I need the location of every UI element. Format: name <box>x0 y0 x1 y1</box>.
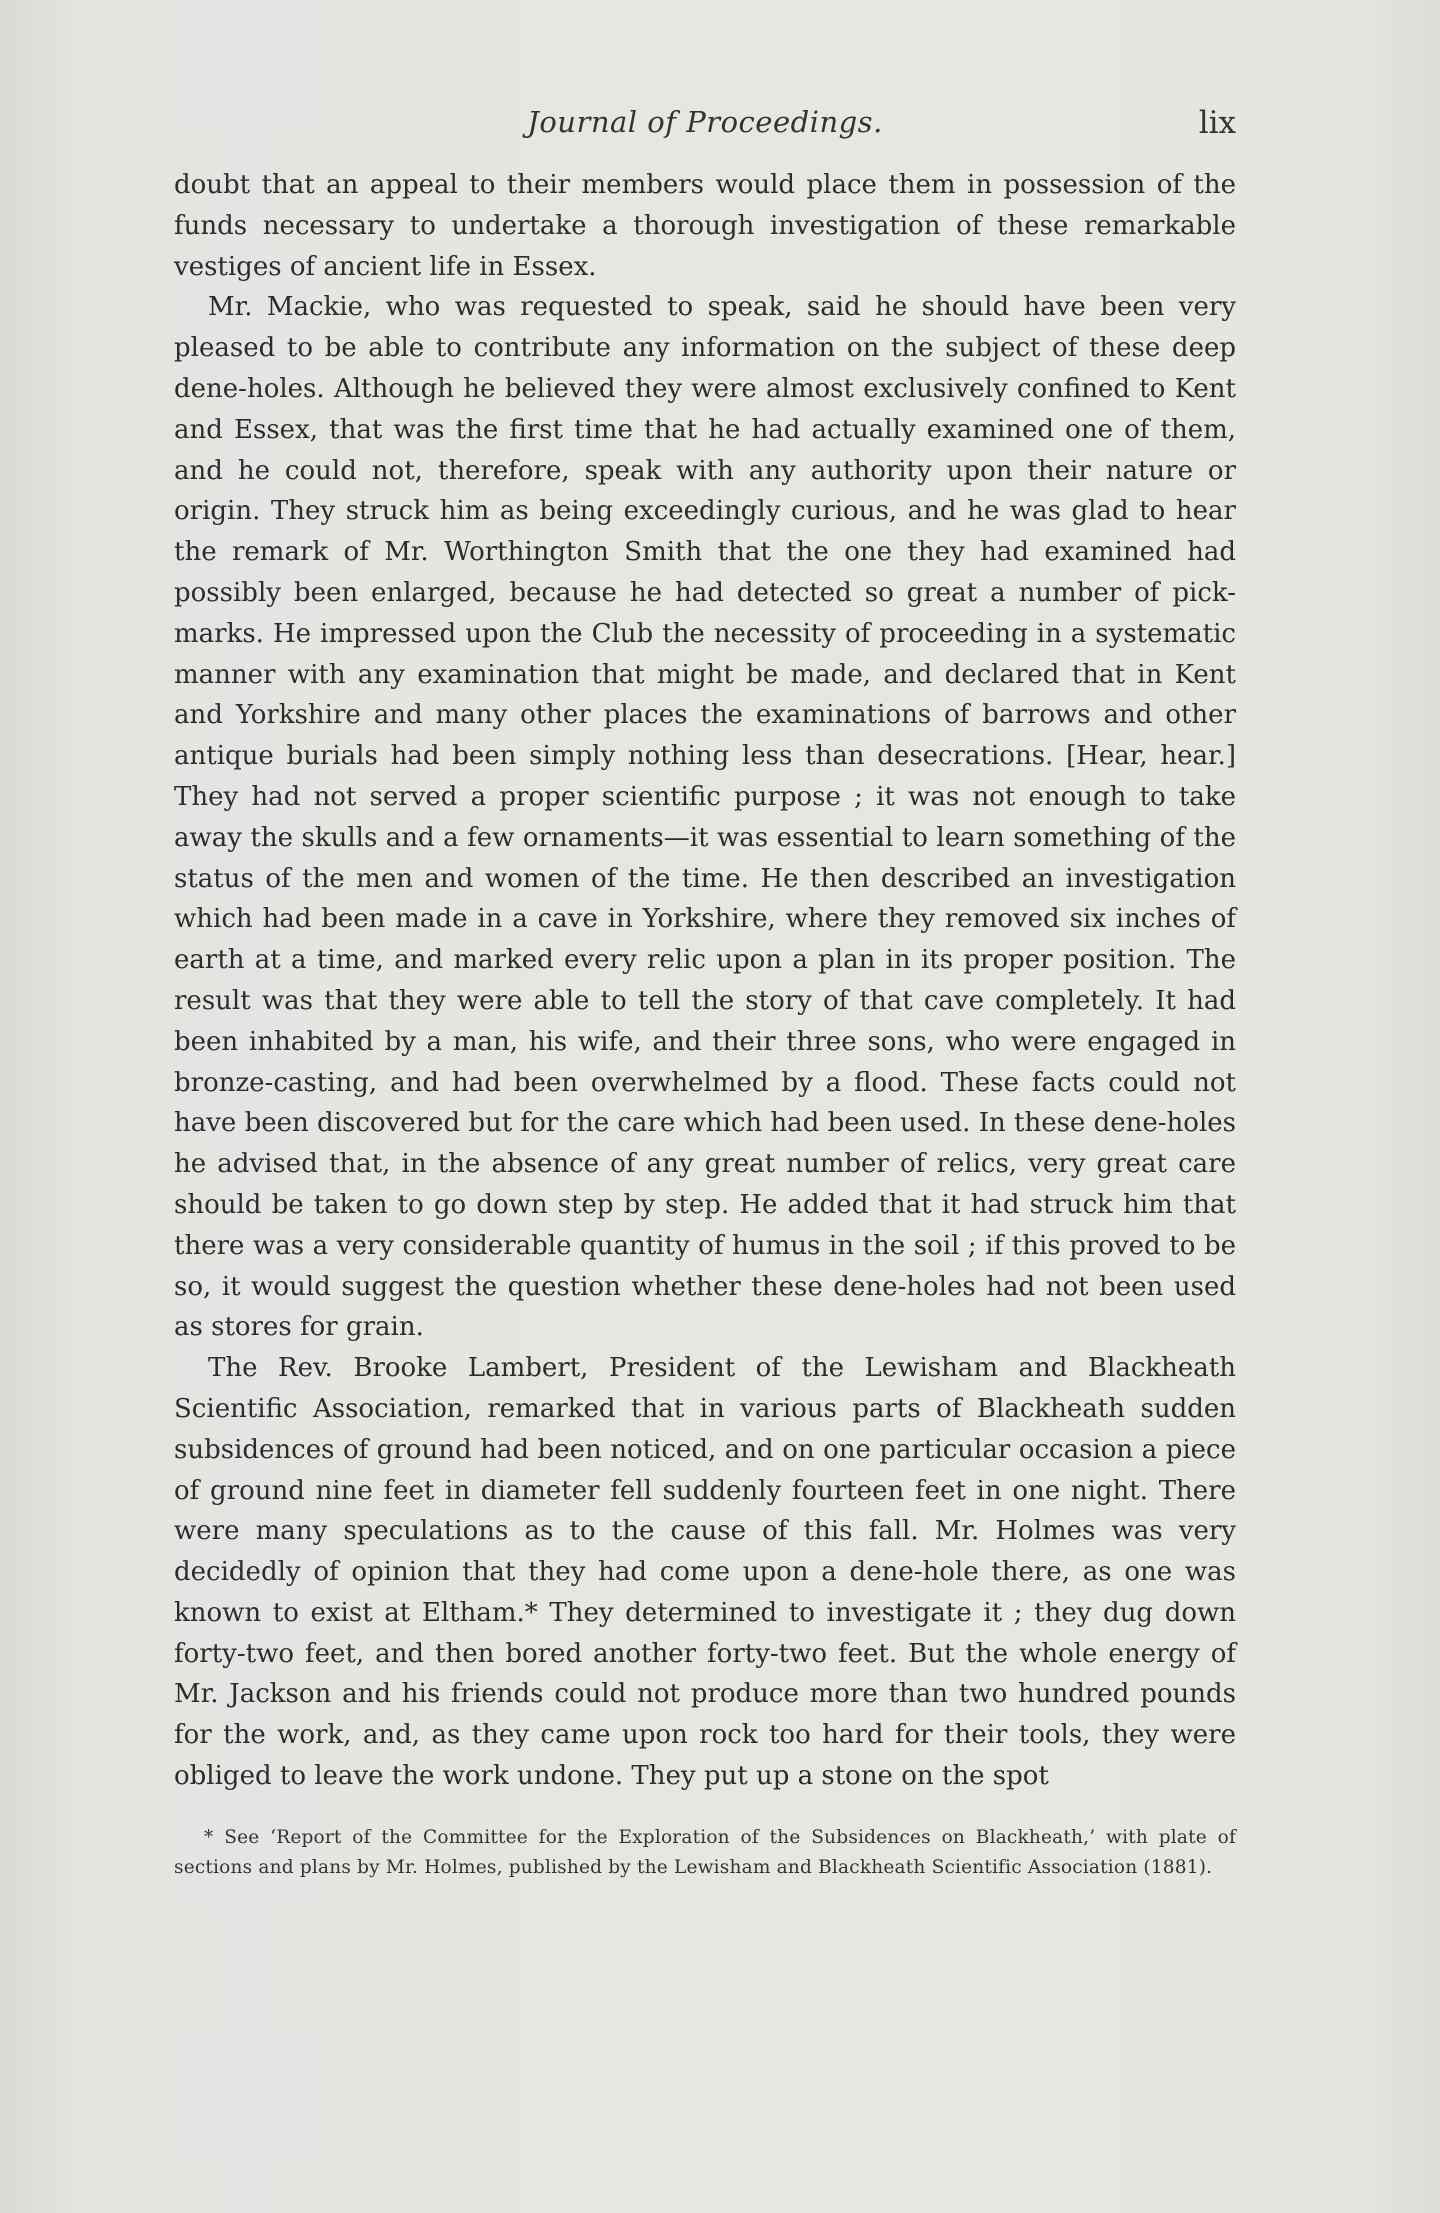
page-number: lix <box>1198 105 1236 141</box>
paragraph-lambert: The Rev. Brooke Lambert, President of the Lewisham and Blackheath Scientific Association, remarked that in various parts of Blackheath sudden subsidences of ground had been noticed, and on one particular occasion a piece of ground nine feet in diameter fell suddenly fourteen feet in one night. There were many speculations as to the cause of this fall. Mr. Holmes was very decidedly of opinion that they had come upon a dene-hole there, as one was known to exist at Eltham.* They determined to investigate it ; they dug down forty-two feet, and then bored another forty-two feet. But the whole energy of Mr. Jackson and his friends could not produce more than two hundred pounds for the work, and, as they came upon rock too hard for their tools, they were obliged to leave the work undone. They put up a stone on the spot <box>174 1353 1236 1792</box>
footnote-text: * See ‘Report of the Committee for the Exploration of the Subsidences on Blackheath,’ with plate of sections and plans by Mr. Holmes, published by the Lewisham and Blackheath Scientific Association (1881). <box>174 1826 1236 1878</box>
page-content <box>174 105 1236 1883</box>
paragraph-continuation: doubt that an appeal to their members would place them in possession of the funds necessary to undertake a thorough investigation of these remarkable vestiges of ancient life in Essex. <box>174 170 1236 282</box>
running-head <box>174 105 1236 157</box>
body-text <box>174 165 1236 1797</box>
running-title: Journal of Proceedings. <box>527 105 883 139</box>
footnote <box>174 1823 1236 1883</box>
paragraph-mackie: Mr. Mackie, who was requested to speak, said he should have been very pleased to be able to contribute any information on the subject of these deep dene-holes. Although he believed they were almost exclusively confined to Kent and Essex, that was the first time that he had actually examined one of them, and he could not, therefore, speak with any authority upon their nature or origin. They struck him as being exceedingly curious, and he was glad to hear the remark of Mr. Worthington Smith that the one they had examined had possibly been enlarged, because he had detected so great a number of pick-marks. He impressed upon the Club the necessity of proceeding in a systematic manner with any examination that might be made, and declared that in Kent and Yorkshire and many other places the examinations of barrows and other antique burials had been simply nothing less than desecrations. [Hear, hear.] They had not served a proper scientific purpose ; it was not enough to take away the skulls and a few ornaments—it was essential to learn something of the status of the men and women of the time. He then described an investigation which had been made in a cave in Yorkshire, where they removed six inches of earth at a time, and marked every relic upon a plan in its proper position. The result was that they were able to tell the story of that cave completely. It had been inhabited by a man, his wife, and their three sons, who were engaged in bronze-casting, and had been overwhelmed by a flood. These facts could not have been discovered but for the care which had been used. In these dene-holes he advised that, in the absence of any great number of relics, very great care should be taken to go down step by step. He added that it had struck him that there was a very considerable quantity of humus in the soil ; if this proved to be so, it would suggest the question whether these dene-holes had not been used as stores for grain. <box>174 292 1236 1343</box>
